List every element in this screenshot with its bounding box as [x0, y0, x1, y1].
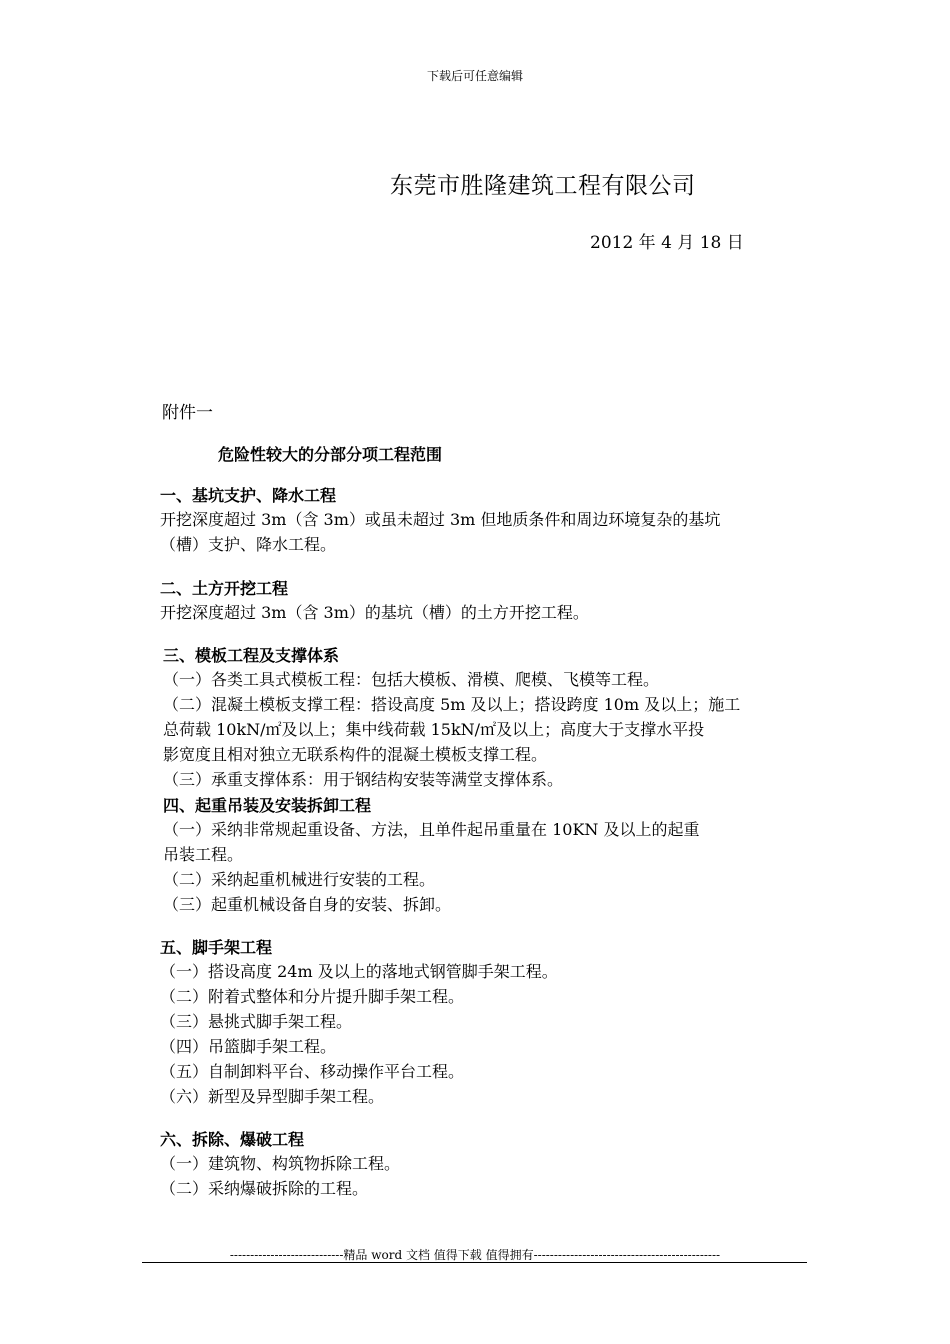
- section-line: （二）附着式整体和分片提升脚手架工程。: [160, 987, 465, 1006]
- section-line: （一）建筑物、构筑物拆除工程。: [160, 1154, 401, 1173]
- section-line: （六）新型及异型脚手架工程。: [160, 1087, 385, 1106]
- section-line: （二）采纳爆破拆除的工程。: [160, 1179, 369, 1198]
- section-4: [163, 795, 803, 917]
- section-line: 吊装工程。: [163, 845, 244, 864]
- attachment-label: 附件一: [162, 403, 213, 423]
- section-heading: 四、起重吊装及安装拆卸工程: [163, 796, 372, 815]
- section-line: （一）搭设高度 24m 及以上的落地式钢管脚手架工程。: [160, 962, 558, 981]
- section-line: 开挖深度超过 3m（含 3m）或虽未超过 3m 但地质条件和周边环境复杂的基坑: [160, 510, 721, 529]
- document-title: 危险性较大的分部分项工程范围: [218, 445, 443, 464]
- section-3: [163, 645, 803, 792]
- header-note: 下载后可任意编辑: [426, 69, 523, 83]
- section-heading: 六、拆除、爆破工程: [160, 1130, 305, 1149]
- section-5: [160, 937, 800, 1109]
- section-line: 开挖深度超过 3m（含 3m）的基坑（槽）的土方开挖工程。: [160, 603, 589, 622]
- section-line: 影宽度且相对独立无联系构件的混凝土模板支撑工程。: [163, 745, 548, 764]
- section-line: （三）起重机械设备自身的安装、拆卸。: [163, 895, 452, 914]
- section-heading: 三、模板工程及支撑体系: [163, 646, 340, 665]
- document-date: 2012 年 4 月 18 日: [590, 233, 744, 253]
- section-line: 总荷载 10kN/㎡及以上；集中线荷载 15kN/㎡及以上；高度大于支撑水平投: [163, 720, 705, 739]
- section-6: [160, 1129, 800, 1201]
- footer-text: ----------------------------精品 word 文档 值得下载 值得拥有----------------------------------------------: [229, 1248, 721, 1262]
- section-line: （槽）支护、降水工程。: [160, 535, 337, 554]
- section-line: （五）自制卸料平台、移动操作平台工程。: [160, 1062, 465, 1081]
- section-line: （一）采纳非常规起重设备、方法，且单件起吊重量在 10KN 及以上的起重: [163, 820, 700, 839]
- section-2: [160, 578, 800, 625]
- section-line: （三）承重支撑体系：用于钢结构安装等满堂支撑体系。: [163, 770, 564, 789]
- footer-rule: [142, 1262, 807, 1263]
- section-heading: 五、脚手架工程: [160, 938, 273, 957]
- section-heading: 二、土方开挖工程: [160, 579, 289, 598]
- section-line: （三）悬挑式脚手架工程。: [160, 1012, 353, 1031]
- section-heading: 一、基坑支护、降水工程: [160, 486, 337, 505]
- section-line: （四）吊篮脚手架工程。: [160, 1037, 337, 1056]
- section-line: （一）各类工具式模板工程：包括大模板、滑模、爬模、飞模等工程。: [163, 670, 660, 689]
- section-line: （二）采纳起重机械进行安装的工程。: [163, 870, 436, 889]
- company-name: 东莞市胜隆建筑工程有限公司: [390, 173, 696, 199]
- section-line: （二）混凝土模板支撑工程：搭设高度 5m 及以上；搭设跨度 10m 及以上；施工: [163, 695, 741, 714]
- section-1: [160, 485, 800, 557]
